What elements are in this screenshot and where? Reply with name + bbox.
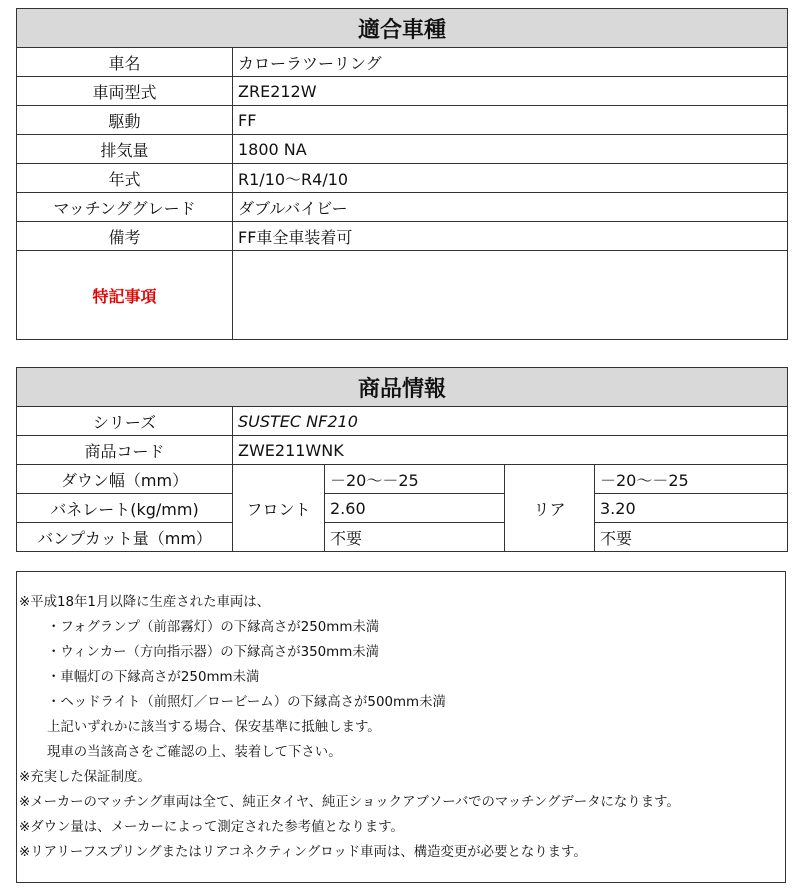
year-label: 年式 — [17, 164, 233, 193]
note-line: 現車の当該高さをご確認の上、装着して下さい。 — [47, 745, 342, 760]
vehicle-name-label: 車名 — [17, 48, 233, 77]
note-line: ※メーカーのマッチング車両は全て、純正タイヤ、純正ショックアブソーバでのマッチングデータになります。 — [19, 795, 680, 810]
note-line: ・車幅灯の下縁高さが250mm未満 — [47, 670, 260, 685]
note-line: 上記いずれかに該当する場合、保安基準に抵触します。 — [47, 720, 381, 735]
displacement-value: 1800 NA — [233, 135, 788, 164]
drive-label: 駆動 — [17, 106, 233, 135]
product-info-table — [16, 367, 788, 552]
special-notes-label: 特記事項 — [17, 251, 233, 340]
vehicle-model-value: ZRE212W — [233, 77, 788, 106]
rear-bump-cut-value: 不要 — [595, 523, 788, 552]
rear-down-width-value: －20〜－25 — [595, 465, 788, 494]
note-line: ※ダウン量は、メーカーによって測定された参考値となります。 — [19, 820, 404, 835]
matching-grade-value: ダブルバイビー — [233, 193, 788, 222]
front-spring-rate-value: 2.60 — [325, 494, 505, 523]
compatible-vehicles-title: 適合車種 — [17, 9, 788, 48]
series-value: SUSTEC NF210 — [233, 407, 788, 436]
remarks-value: FF車全車装着可 — [233, 222, 788, 251]
year-value: R1/10〜R4/10 — [233, 164, 788, 193]
bump-cut-label: バンプカット量（mm） — [17, 523, 233, 552]
series-label: シリーズ — [17, 407, 233, 436]
drive-value: FF — [233, 106, 788, 135]
down-width-label: ダウン幅（mm） — [17, 465, 233, 494]
note-line: ・ウィンカー（方向指示器）の下縁高さが350mm未満 — [47, 645, 380, 660]
compatible-vehicles-table — [16, 8, 788, 340]
note-line: ※リアリーフスプリングまたはリアコネクティングロッド車両は、構造変更が必要となります。 — [19, 845, 587, 860]
special-notes-value — [233, 251, 788, 340]
rear-spring-rate-value: 3.20 — [595, 494, 788, 523]
product-code-value: ZWE211WNK — [233, 436, 788, 465]
note-line: ・ヘッドライト（前照灯／ロービーム）の下縁高さが500mm未満 — [47, 695, 446, 710]
spring-rate-label: バネレート(kg/mm) — [17, 494, 233, 523]
rear-label: リア — [505, 465, 595, 552]
note-line: ※平成18年1月以降に生産された車両は、 — [19, 595, 271, 610]
matching-grade-label: マッチンググレード — [17, 193, 233, 222]
remarks-label: 備考 — [17, 222, 233, 251]
product-code-label: 商品コード — [17, 436, 233, 465]
note-line: ・フォグランプ（前部霧灯）の下縁高さが250mm未満 — [47, 620, 380, 635]
vehicle-model-label: 車両型式 — [17, 77, 233, 106]
product-info-title: 商品情報 — [17, 368, 788, 407]
front-down-width-value: －20〜－25 — [325, 465, 505, 494]
front-bump-cut-value: 不要 — [325, 523, 505, 552]
notes-box — [16, 571, 786, 883]
front-label: フロント — [233, 465, 325, 552]
displacement-label: 排気量 — [17, 135, 233, 164]
vehicle-name-value: カローラツーリング — [233, 48, 788, 77]
note-line: ※充実した保証制度。 — [19, 770, 151, 785]
